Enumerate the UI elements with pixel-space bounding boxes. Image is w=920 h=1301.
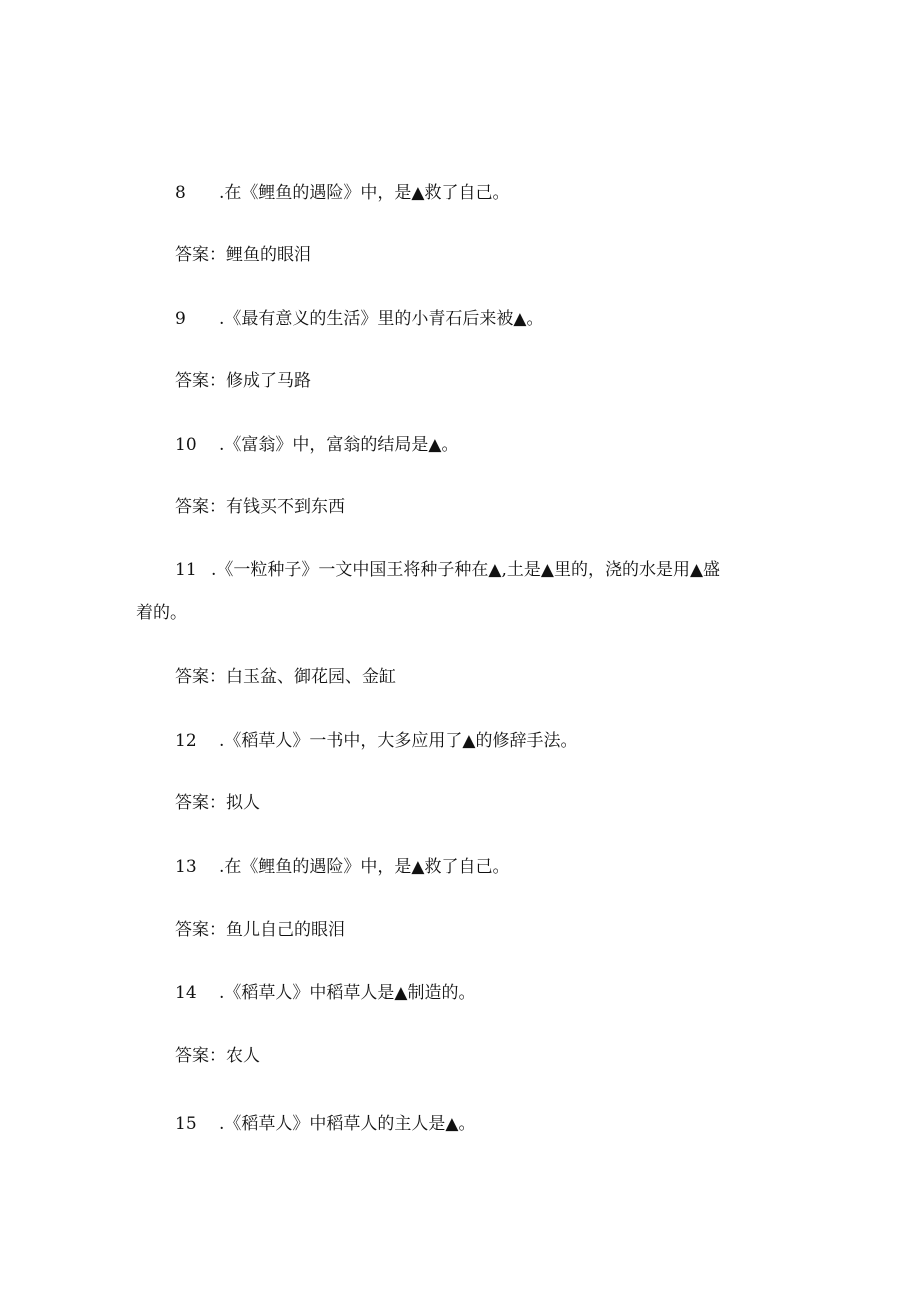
answer-14: [175, 1046, 260, 1066]
answer-text: 鲤鱼的眼泪: [226, 245, 311, 265]
answer-text: 鱼儿自己的眼泪: [226, 920, 345, 940]
question-10: [175, 435, 458, 455]
answer-label: 答案：: [175, 497, 226, 517]
question-text: .在《鲤鱼的遇险》中，是▲救了自己。: [219, 183, 510, 203]
answer-9: [175, 371, 311, 391]
answer-label: 答案：: [175, 1046, 226, 1066]
question-12: [175, 731, 577, 751]
question-number: 12: [175, 731, 197, 751]
question-13: [175, 857, 509, 877]
answer-text: 白玉盆、御花园、金缸: [226, 667, 396, 687]
question-9: [175, 309, 543, 329]
answer-text: 修成了马路: [226, 371, 311, 391]
question-11: [175, 560, 720, 580]
answer-13: [175, 920, 345, 940]
question-number: 10: [175, 435, 197, 455]
question-14: [175, 983, 475, 1003]
question-8: [175, 183, 509, 203]
question-text: .《最有意义的生活》里的小青石后来被▲。: [219, 309, 544, 329]
question-11-continued: 着的。: [136, 603, 187, 623]
answer-12: [175, 793, 260, 813]
answer-10: [175, 497, 345, 517]
question-text: .《一粒种子》一文中国王将种子种在▲,土是▲里的，浇的水是用▲盛: [211, 560, 721, 580]
question-number: 9: [175, 309, 186, 329]
answer-label: 答案：: [175, 371, 226, 391]
question-15: [175, 1114, 475, 1134]
question-number: 15: [175, 1114, 197, 1134]
question-text: .《稻草人》中稻草人是▲制造的。: [219, 983, 476, 1003]
answer-8: [175, 245, 311, 265]
question-text: .《稻草人》一书中，大多应用了▲的修辞手法。: [219, 731, 578, 751]
answer-label: 答案：: [175, 245, 226, 265]
question-number: 13: [175, 857, 197, 877]
answer-label: 答案：: [175, 793, 226, 813]
answer-label: 答案：: [175, 667, 226, 687]
answer-text: 农人: [226, 1046, 260, 1066]
question-text: .在《鲤鱼的遇险》中，是▲救了自己。: [219, 857, 510, 877]
answer-text: 拟人: [226, 793, 260, 813]
answer-text: 有钱买不到东西: [226, 497, 345, 517]
answer-11: [175, 667, 396, 687]
question-number: 14: [175, 983, 197, 1003]
question-text: .《稻草人》中稻草人的主人是▲。: [219, 1114, 476, 1134]
question-text: .《富翁》中，富翁的结局是▲。: [219, 435, 459, 455]
question-number: 8: [175, 183, 186, 203]
question-number: 11: [175, 560, 197, 580]
answer-label: 答案：: [175, 920, 226, 940]
